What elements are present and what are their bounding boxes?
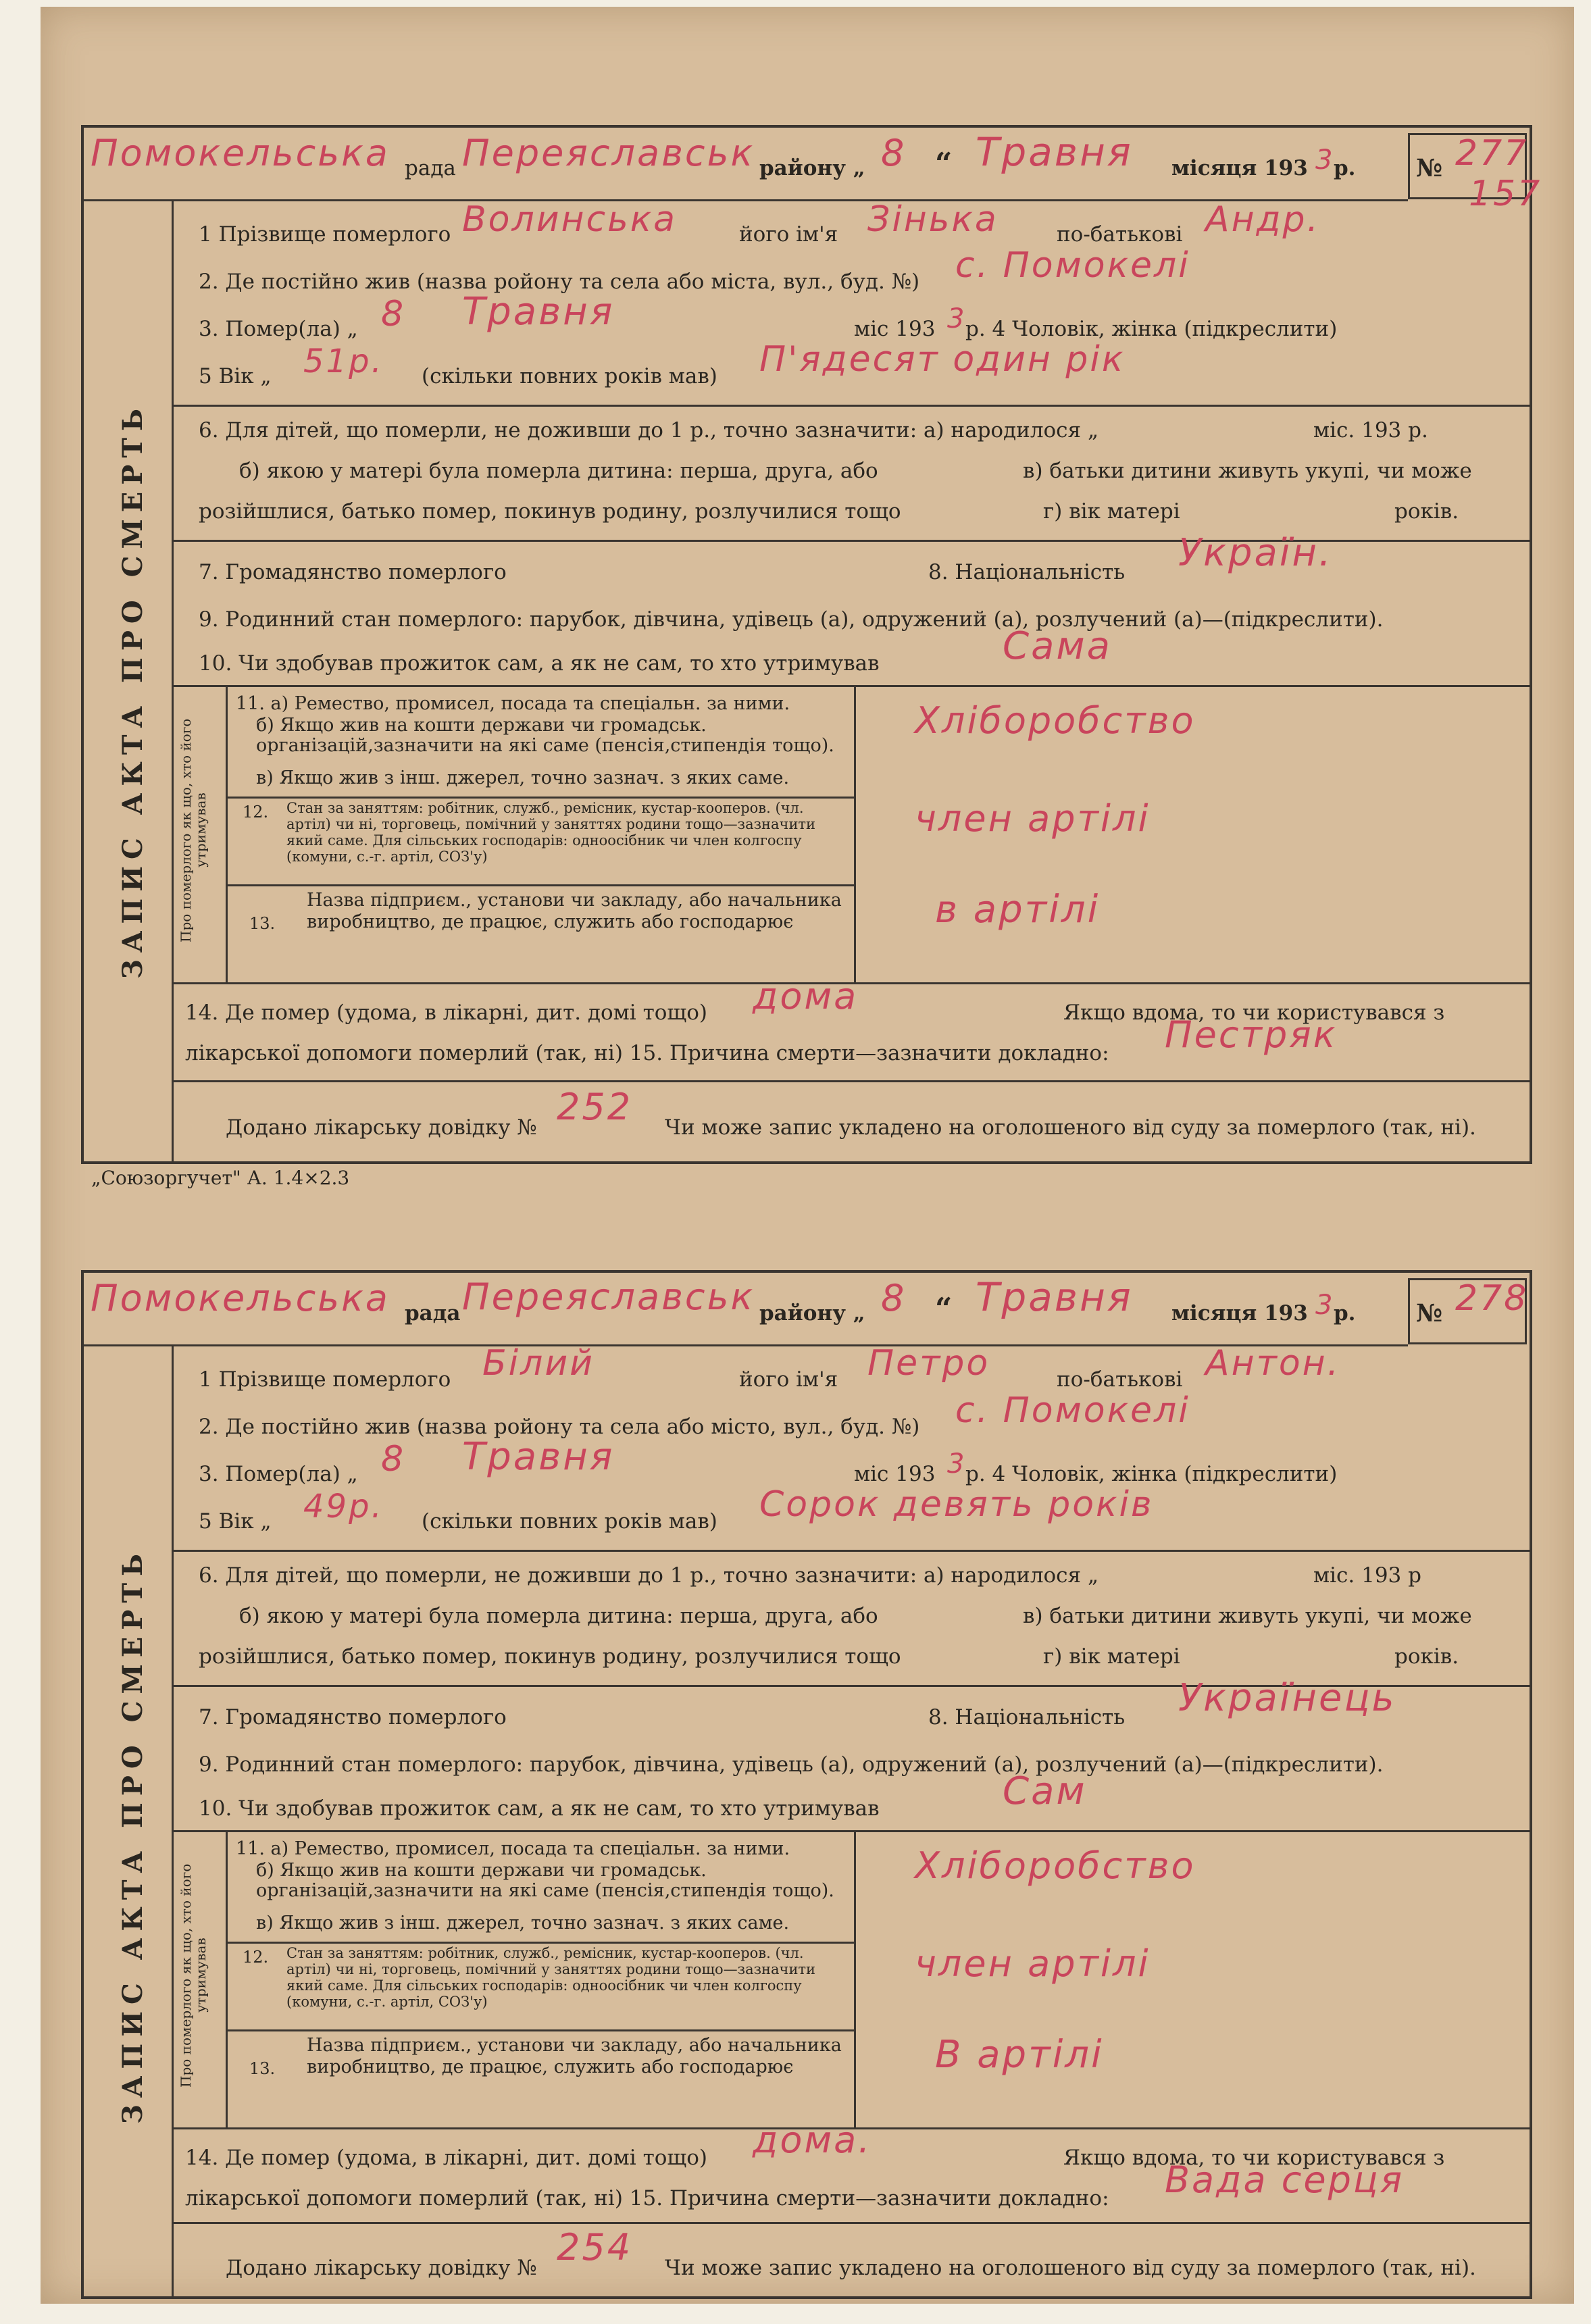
rayonu-label: району „ [759, 1301, 865, 1325]
rule [172, 685, 1530, 687]
line-13-text: Назва підприєм., установи чи закладу, або начальника виробництво, де працює, служить або господарює [307, 890, 842, 932]
line-3-label: 3. Помер(ла) „ [199, 1462, 358, 1486]
rule [172, 2222, 1530, 2224]
rule [226, 1830, 228, 2127]
status-handwritten: член артілі [915, 797, 1151, 840]
line-15-label: лікарської допомоги померлий (так, ні) 15. Причина смерти—зазначити докладно: [185, 2186, 1109, 2211]
line-5-label: 5 Вік „ [199, 1509, 272, 1534]
sidebar-rule [172, 1344, 174, 2296]
line-11c: в) Якщо жив з інш. джерел, точно зазнач. з яких саме. [256, 767, 790, 788]
line-10-label: 10. Чи здобував прожиток сам, а як не сам, то хто утримував [199, 651, 880, 676]
occupation-handwritten: Хліборобство [915, 1844, 1196, 1887]
year-handwritten: 3 [1315, 145, 1335, 176]
sidebar-title: ЗАПИС АКТА ПРО СМЕРТЬ [117, 401, 149, 979]
line-14-label: 14. Де помер (удома, в лікарні, дит. домі тощо) [185, 1001, 707, 1025]
line-3-mid: міс 193 [854, 1462, 936, 1486]
line-6b-end: в) батьки дитини живуть укупі, чи може [1023, 459, 1472, 483]
misyatsia-label: місяця 193 [1171, 156, 1308, 180]
line-2-label: 2. Де постійно жив (назва ройону та села або міста, вул., буд. №) [199, 270, 920, 294]
line-6b: б) якою у матері була померла дитина: перша, друга, або [239, 459, 878, 483]
line-13-text: Назва підприєм., установи чи закладу, або начальника виробництво, де працює, служить або господарює [307, 2035, 842, 2077]
rule [854, 1830, 856, 2127]
line-7-label: 7. Громадянство померлого [199, 1705, 507, 1729]
line-3-label: 3. Помер(ла) „ [199, 317, 358, 341]
month-handwritten: Травня [976, 129, 1133, 175]
line-6c: розійшлися, батько помер, покинув родину, розлучилися тощо [199, 499, 901, 524]
record-extra-handwritten: 157 [1469, 174, 1542, 214]
line-11b: б) Якщо жив на кошти держави чи громадськ. організацій,зазначити на які саме (пенсія,стипендія тощо). [256, 715, 834, 756]
rada-label: рада [405, 156, 456, 180]
occupation-handwritten: Хліборобство [915, 699, 1196, 742]
record-number-handwritten: 277 [1455, 133, 1529, 174]
line-6c-end: г) вік матері [1043, 1644, 1180, 1669]
line-13-num: 13. [249, 2059, 276, 2078]
number-label: № [1416, 154, 1443, 182]
line-12-num: 12. [243, 803, 269, 822]
day-handwritten: 8 [881, 1277, 907, 1319]
age-handwritten: 49р. [303, 1488, 384, 1525]
line-11c: в) Якщо жив з інш. джерел, точно зазнач. з яких саме. [256, 1913, 790, 1934]
name-handwritten: Зінька [867, 199, 999, 240]
sidebar-title: ЗАПИС АКТА ПРО СМЕРТЬ [117, 1546, 149, 2124]
patronymic-handwritten: Антон. [1205, 1343, 1341, 1384]
line-6c-rokiv: років. [1394, 1644, 1459, 1669]
patronymic-label: по-батькові [1057, 222, 1183, 247]
nationality-label: 8. Національність [928, 1705, 1126, 1729]
nationality-label: 8. Національність [928, 560, 1126, 584]
nationality-handwritten: Українець [1178, 1676, 1396, 1720]
line-1-label: 1 Прізвище померлого [199, 1367, 451, 1392]
line-12-text: Стан за заняттям: робітник, служб., ремісник, кустар-кооперов. (чл. артіл) чи ні, торговець, помічний у заняттях родини тощо—зазначити який саме. Для сільських господарів: одноосібник чи член колгоспу (комуни, с.-г. артіл, СОЗ'у) [286, 800, 816, 865]
line-7-label: 7. Громадянство померлого [199, 560, 507, 584]
cause-handwritten: Пестряк [1165, 1013, 1338, 1056]
printer-mark: „Союзоргучет" А. 1.4×2.3 [91, 1167, 350, 1189]
line-11a: 11. а) Ремество, промисел, посада та спеціальн. за ними. [236, 693, 790, 714]
line-16-rest: Чи може запис укладено на оголошеного від суду за померлого (так, ні). [665, 2256, 1476, 2280]
sidebar-rule [172, 199, 174, 1161]
line-16-label: Додано лікарську довідку № [226, 1115, 537, 1140]
surname-handwritten: Білий [482, 1343, 595, 1384]
line-14-rest: Якщо вдома, то чи користувався з [1063, 2146, 1445, 2170]
rule [172, 1080, 1530, 1082]
death-year-handwritten: 3 [947, 1448, 967, 1480]
month-handwritten: Травня [976, 1274, 1133, 1320]
district-handwritten: Переяславськ [462, 1275, 755, 1318]
line-6a: 6. Для дітей, що померли, не доживши до 1 р., точно зазначити: а) народилося „ [199, 1563, 1099, 1588]
rule [226, 685, 228, 982]
line-16-rest: Чи може запис укладено на оголошеного від суду за померлого (так, ні). [665, 1115, 1476, 1140]
line-1-label: 1 Прізвище померлого [199, 222, 451, 247]
surname-handwritten: Волинська [462, 199, 678, 240]
quote-mark: “ [935, 1292, 953, 1326]
line-16-label: Додано лікарську довідку № [226, 2256, 537, 2280]
workplace-handwritten: В артілі [935, 2033, 1104, 2077]
certificate-handwritten: 254 [557, 2226, 633, 2269]
rule [172, 1830, 1530, 1832]
line-6a-end: міс. 193 р [1313, 1563, 1421, 1588]
line-6c: розійшлися, батько помер, покинув родину, розлучилися тощо [199, 1644, 901, 1669]
district-handwritten: Переяславськ [462, 132, 755, 174]
address-handwritten: с. Помокелі [955, 1390, 1190, 1431]
record-number-handwritten: 278 [1455, 1278, 1529, 1319]
rule [172, 1550, 1530, 1552]
supporter-sidebar: Про померлого як що, хто його утримував [178, 718, 209, 942]
workplace-handwritten: в артілі [935, 888, 1101, 932]
age-handwritten: 51р. [303, 343, 384, 380]
line-14-label: 14. Де помер (удома, в лікарні, дит. домі тощо) [185, 2146, 707, 2170]
name-handwritten: Петро [867, 1343, 990, 1384]
death-month-handwritten: Травня [462, 290, 615, 334]
quote-mark: “ [935, 147, 953, 181]
line-6c-end: г) вік матері [1043, 499, 1180, 524]
line-3-rest: р. 4 Чоловік, жінка (підкреслити) [965, 317, 1338, 341]
line-5-label: 5 Вік „ [199, 364, 272, 388]
nationality-handwritten: Україн. [1178, 531, 1333, 575]
line-12-text: Стан за заняттям: робітник, служб., ремісник, кустар-кооперов. (чл. артіл) чи ні, торговець, помічний у заняттях родини тощо—зазначити який саме. Для сільських господарів: одноосібник чи член колгоспу (комуни, с.-г. артіл, СОЗ'у) [286, 1945, 816, 2010]
rule [226, 1942, 854, 1944]
line-5-mid: (скільки повних років мав) [422, 1509, 717, 1534]
supporter-handwritten: Сама [1003, 624, 1112, 668]
patronymic-handwritten: Андр. [1205, 199, 1321, 240]
age-words-handwritten: Сорок девять років [759, 1484, 1154, 1525]
death-record-2 [81, 1270, 1532, 2299]
death-place-handwritten: дома [753, 975, 859, 1017]
line-6b-end: в) батьки дитини живуть укупі, чи може [1023, 1604, 1472, 1628]
rule [226, 797, 854, 799]
rayonu-label: району „ [759, 156, 865, 180]
council-handwritten: Помокельська [91, 132, 390, 174]
rule [226, 2029, 854, 2031]
cause-handwritten: Вада серця [1165, 2158, 1405, 2201]
line-6c-rokiv: років. [1394, 499, 1459, 524]
line-13-num: 13. [249, 914, 276, 933]
death-month-handwritten: Травня [462, 1435, 615, 1479]
name-label: його ім'я [739, 1367, 838, 1392]
line-12-num: 12. [243, 1948, 269, 1967]
r-label: р. [1334, 156, 1356, 180]
line-6a-end: міс. 193 р. [1313, 418, 1428, 443]
rada-label: рада [405, 1301, 461, 1325]
rule [854, 685, 856, 982]
death-day-handwritten: 8 [381, 294, 406, 334]
death-year-handwritten: 3 [947, 303, 967, 334]
line-11b: б) Якщо жив на кошти держави чи громадськ. організацій,зазначити на які саме (пенсія,стипендія тощо). [256, 1860, 834, 1901]
rule [226, 884, 854, 886]
r-label: р. [1334, 1301, 1356, 1325]
line-9-label: 9. Родинний стан померлого: парубок, дівчина, удівець (а), одружений (а), розлучений (а)—(підкреслити). [199, 1752, 1384, 1777]
number-label: № [1416, 1299, 1443, 1328]
day-handwritten: 8 [881, 132, 907, 174]
line-6a: 6. Для дітей, що померли, не доживши до 1 р., точно зазначити: а) народилося „ [199, 418, 1099, 443]
line-3-rest: р. 4 Чоловік, жінка (підкреслити) [965, 1462, 1338, 1486]
age-words-handwritten: П'ядесят один рік [759, 339, 1126, 380]
line-10-label: 10. Чи здобував прожиток сам, а як не сам, то хто утримував [199, 1796, 880, 1821]
line-5-mid: (скільки повних років мав) [422, 364, 717, 388]
name-label: його ім'я [739, 222, 838, 247]
address-handwritten: с. Помокелі [955, 245, 1190, 286]
patronymic-label: по-батькові [1057, 1367, 1183, 1392]
rule [172, 405, 1530, 407]
council-handwritten: Помокельська [91, 1277, 390, 1319]
death-record-1 [81, 125, 1542, 1164]
line-9-label: 9. Родинний стан померлого: парубок, дівчина, удівець (а), одружений (а), розлучений (а)—(підкреслити). [199, 607, 1384, 632]
line-6b: б) якою у матері була померла дитина: перша, друга, або [239, 1604, 878, 1628]
line-11a: 11. а) Ремество, промисел, посада та спеціальн. за ними. [236, 1838, 790, 1859]
line-14-rest: Якщо вдома, то чи користувався з [1063, 1001, 1445, 1025]
death-place-handwritten: дома. [753, 2119, 872, 2161]
supporter-sidebar: Про померлого як що, хто його утримував [178, 1863, 209, 2088]
year-handwritten: 3 [1315, 1290, 1335, 1321]
death-day-handwritten: 8 [381, 1439, 406, 1480]
certificate-handwritten: 252 [557, 1086, 633, 1128]
status-handwritten: член артілі [915, 1942, 1151, 1985]
misyatsia-label: місяця 193 [1171, 1301, 1308, 1325]
line-2-label: 2. Де постійно жив (назва ройону та села або місто, вул., буд. №) [199, 1415, 920, 1439]
line-3-mid: міс 193 [854, 317, 936, 341]
supporter-handwritten: Сам [1003, 1769, 1087, 1813]
document-sheet [41, 7, 1574, 2304]
line-15-label: лікарської допомоги померлий (так, ні) 15. Причина смерти—зазначити докладно: [185, 1041, 1109, 1065]
